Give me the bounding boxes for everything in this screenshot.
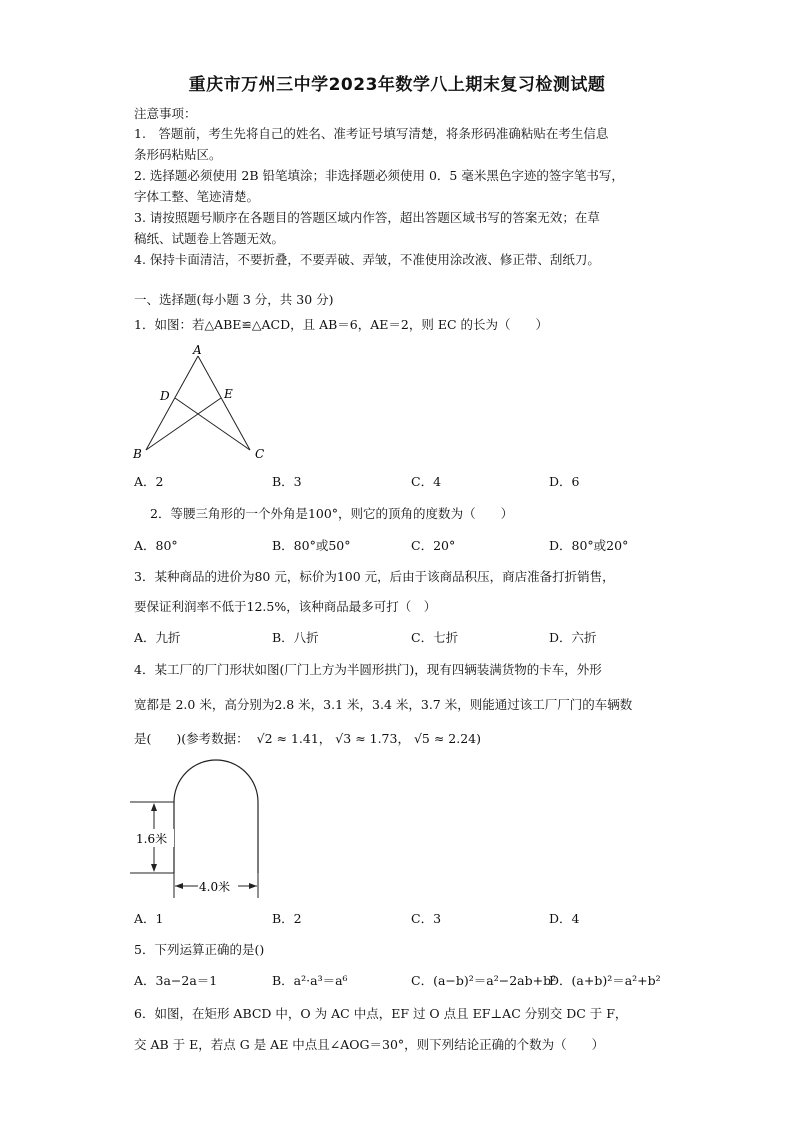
q4-gate-figure: [128, 756, 278, 901]
q4-stem-line1: 4．某工厂的厂门形状如图(厂门上方为半圆形拱门)，现有四辆装满货物的卡车，外形: [134, 662, 602, 677]
segment-dc: [175, 398, 250, 450]
label-d: D: [160, 389, 170, 403]
q5-option-c: C．(a−b)²＝a²−2ab+b²: [411, 973, 557, 988]
q4-stem-prefix: 是( )(参考数据：: [134, 731, 249, 746]
section-heading: 一、选择题(每小题 3 分，共 30 分): [134, 292, 334, 307]
q4-option-a: A．1: [134, 911, 164, 926]
q4-option-b: B．2: [272, 911, 302, 926]
ref-sqrt2: √2 ≈ 1.41: [256, 731, 319, 746]
q3-option-b: B．八折: [272, 630, 319, 645]
q4-option-d: D．4: [549, 911, 580, 926]
page-title: 重庆市万州三中学2023年数学八上期末复习检测试题: [188, 75, 606, 95]
height-label: 1.6米: [136, 832, 168, 846]
q4-stem-line3: 是( )(参考数据： √2 ≈ 1.41， √3 ≈ 1.73， √5 ≈ 2.24): [134, 731, 482, 746]
q4-stem-line2: 宽都是 2.0 米，高分别为2.8 米，3.1 米，3.4 米，3.7 米，则能通过该工厂厂门的车辆数: [134, 697, 633, 712]
q6-stem-line1: 6．如图，在矩形 ABCD 中，O 为 AC 中点，EF 过 O 点且 EF⊥AC 分别交 DC 于 F，: [134, 1006, 628, 1021]
label-e: E: [224, 387, 233, 401]
segment-ac: [198, 356, 250, 450]
q5-option-b: B．a²·a³＝a⁶: [272, 973, 348, 988]
width-label: 4.0米: [199, 880, 231, 894]
notice-line: 稿纸、试题卷上答题无效。: [134, 231, 285, 246]
q3-option-a: A．九折: [134, 630, 181, 645]
notice-line: 1. 答题前，考生先将自己的姓名、准考证号填写清楚，将条形码准确粘贴在考生信息: [134, 126, 609, 141]
width-arrow-right: [249, 883, 257, 889]
q1-option-a: A．2: [134, 474, 164, 489]
q2-option-a: A．80°: [134, 538, 178, 553]
q2-option-c: C．20°: [411, 538, 456, 553]
q1-option-b: B．3: [272, 474, 302, 489]
q5-stem: 5．下列运算正确的是(): [134, 942, 265, 957]
width-arrow-left: [175, 883, 183, 889]
notice-line: 字体工整、笔迹清楚。: [134, 189, 260, 204]
segment-ab: [146, 356, 198, 450]
q3-option-d: D．六折: [549, 630, 597, 645]
q5-option-a: A．3a−2a＝1: [134, 973, 218, 988]
ref-sqrt3: √3 ≈ 1.73: [335, 731, 398, 746]
q5-option-d: D．(a+b)²＝a²+b²: [549, 973, 661, 988]
q2-stem: 2．等腰三角形的一个外角是100°，则它的顶角的度数为（ ）: [150, 506, 514, 521]
q6-stem-line2: 交 AB 于 E，若点 G 是 AE 中点且∠AOG＝30°，则下列结论正确的个数为（ ）: [134, 1037, 605, 1052]
notice-line: 4. 保持卡面清洁，不要折叠，不要弄破、弄皱，不准使用涂改液、修正带、刮纸刀。: [134, 252, 600, 267]
q1-option-d: D．6: [549, 474, 580, 489]
gate-outline: [174, 760, 258, 873]
q1-option-c: C．4: [411, 474, 442, 489]
q2-option-b: B．80°或50°: [272, 538, 351, 553]
label-c: C: [255, 447, 265, 461]
height-arrow-bottom: [151, 864, 157, 872]
notice-line: 条形码粘贴区。: [134, 147, 222, 162]
q4-option-c: C．3: [411, 911, 442, 926]
q3-stem-line2: 要保证利润率不低于12.5%，该种商品最多可打（ ）: [134, 599, 437, 614]
notice-heading: 注意事项：: [134, 106, 197, 121]
notice-line: 2. 选择题必须使用 2B 铅笔填涂；非选择题必须使用 0．5 毫米黑色字迹的签字笔书写，: [134, 168, 624, 183]
q3-stem-line1: 3．某种商品的进价为80 元，标价为100 元，后由于该商品积压，商店准备打折销售，: [134, 569, 615, 584]
q1-stem: 1．如图：若△ABE≌△ACD，且 AB＝6，AE＝2，则 EC 的长为（ ）: [134, 317, 548, 332]
q1-triangle-figure: [128, 342, 278, 464]
label-b: B: [133, 447, 142, 461]
q2-option-d: D．80°或20°: [549, 538, 629, 553]
height-arrow-top: [151, 803, 157, 811]
ref-sqrt5: √5 ≈ 2.24): [413, 731, 482, 746]
label-a: A: [193, 343, 202, 357]
segment-be: [146, 398, 221, 450]
q3-option-c: C．七折: [411, 630, 459, 645]
notice-line: 3. 请按照题号顺序在各题目的答题区域内作答，超出答题区域书写的答案无效；在草: [134, 210, 600, 225]
